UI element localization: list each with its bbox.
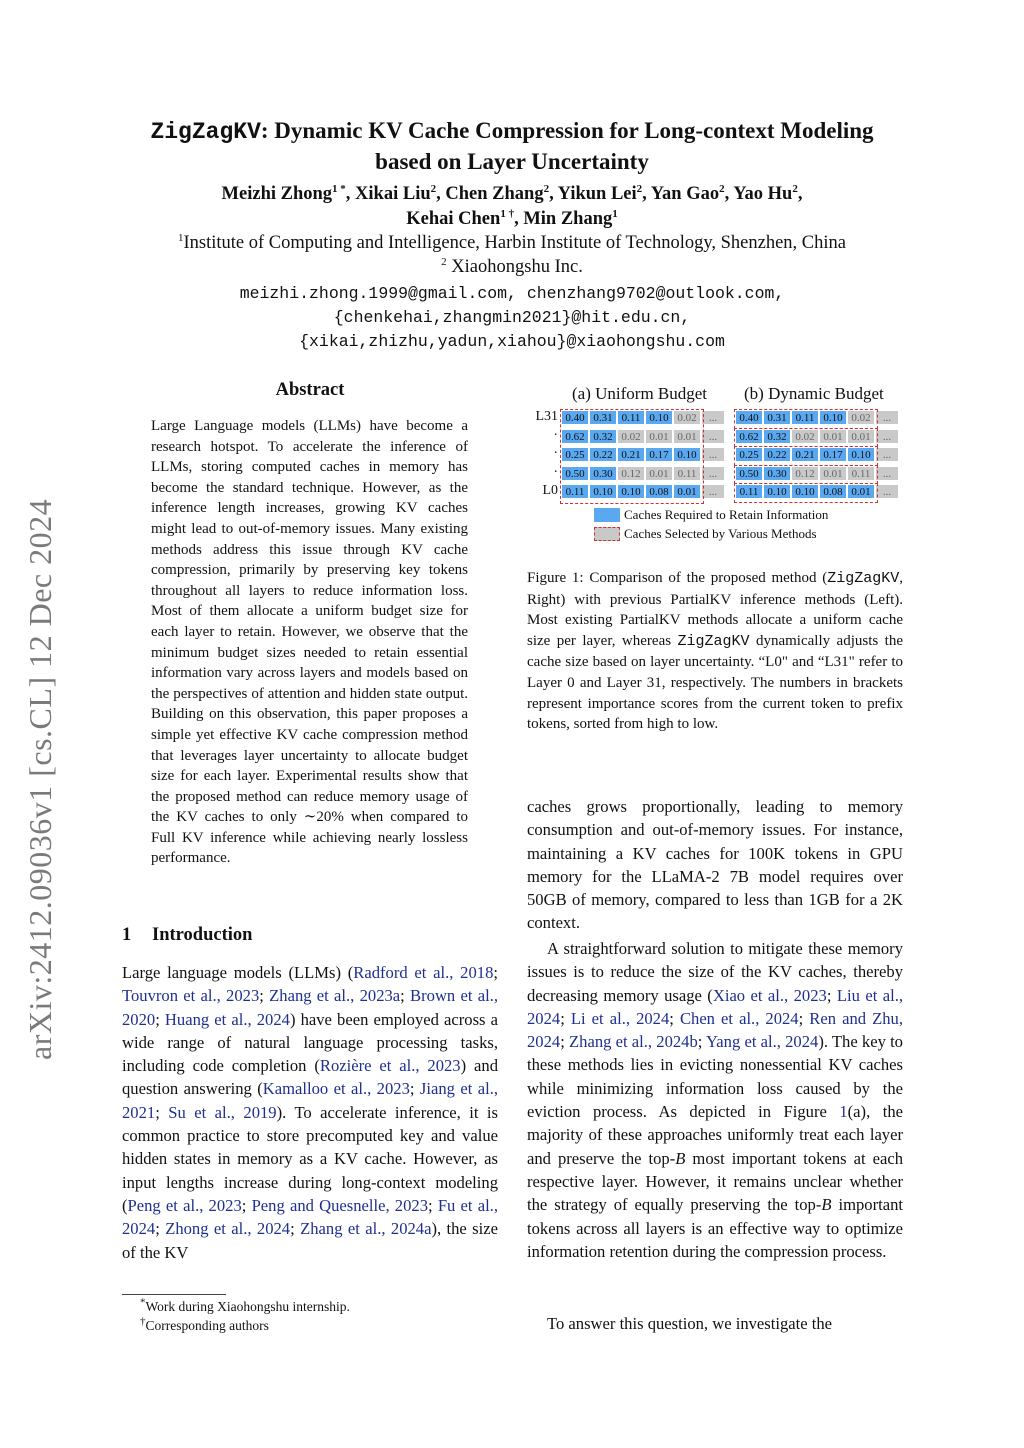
- dynamic-selection-box: [734, 483, 878, 503]
- author-name: Yikun Lei: [557, 184, 637, 204]
- section-number: 1: [122, 925, 132, 945]
- footnote-mark: †: [140, 1315, 146, 1328]
- citation-link[interactable]: Li et al., 2024: [570, 1008, 670, 1028]
- paper-title: [80, 116, 944, 176]
- cache-cell: 0.12: [791, 466, 819, 481]
- text-run: ;: [428, 1195, 438, 1215]
- citation-link[interactable]: Touvron et al., 2023: [122, 986, 260, 1006]
- author-line-1: Meizhi Zhong$^{1 *}$, Xikai Liu$^2$, Chen Zhang$^2$, Yikun Lei$^2$, Yan Gao$^2$, Yao Hu$^2$,: [221, 182, 803, 204]
- cache-cell: 0.01: [645, 429, 673, 444]
- figure-1: [530, 384, 906, 556]
- abstract-body: Large Language models (LLMs) have become a research hotspot. To accelerate the inference of LLMs, storing computed caches in memory has become the standard technique. However, as the inference length increases, growing KV caches might lead to out-of-memory issues. Many existing methods address this issue through KV cache compression, primarily by preserving key tokens throughout all layers to reduce information loss. Most of them allocate a uniform budget size for each layer to retain. However, we observe that the minimum budget sizes needed to retain essential information vary across layers and models based on the perspectives of attention and hidden state output. Building on this observation, this paper proposes a simple yet effective KV cache compression method that leverages layer uncertainty to allocate budget size for each layer. Experimental results show that the proposed method can reduce memory usage of the KV caches to only ∼20% when compared to Full KV inference while achieving nearly lossless performance.: [151, 418, 468, 867]
- text-run: ;: [259, 986, 270, 1006]
- section-title: Introduction: [152, 925, 253, 945]
- cache-cell: 0.01: [673, 429, 701, 444]
- text-run: ;: [409, 1079, 420, 1099]
- cache-cell: 0.08: [819, 484, 847, 499]
- citation-link[interactable]: Zhang et al., 2023a: [269, 986, 401, 1006]
- dynamic-selection-box: [734, 409, 878, 429]
- author-affil-mark: 2: [792, 182, 798, 195]
- cache-cell: 0.40: [561, 410, 589, 425]
- citation-link[interactable]: Xiao et al., 2023: [712, 985, 827, 1005]
- right-paragraph-1: caches grows proportionally, leading to memory consumption and out-of-memory issues. For instance, maintaining a KV caches for 100K tokens in GPU memory for the LLaMA-2 7B model requires over 50GB of memory, compared to less than 1GB for a 2K context.: [527, 797, 903, 933]
- citation-link[interactable]: Peng et al., 2023: [127, 1195, 242, 1215]
- text-run: ) and question answering (: [122, 1056, 498, 1099]
- cache-cell: 0.11: [791, 410, 819, 425]
- cache-cell: ...: [701, 429, 725, 444]
- right-paragraph-3: To answer this question, we investigate the: [547, 1314, 833, 1333]
- citation-link[interactable]: Yang et al., 2024: [705, 1032, 819, 1052]
- cache-cell: ...: [875, 447, 899, 462]
- text-run: dynamically adjusts the cache size based on layer uncertainty. “L0" and “L31" refer to Layer 0 and Layer 31, respectively. The numbers in brackets represent importance scores from the current token to prefix tokens, sorted from high to low.: [527, 632, 903, 733]
- text-run: ;: [155, 1009, 165, 1029]
- affiliation-line: [80, 231, 944, 255]
- cache-cell: 0.11: [673, 466, 701, 481]
- method-name: ZigZagKV: [827, 570, 900, 587]
- author-affil-mark: 2: [430, 182, 437, 195]
- text-run: ). To accelerate inference, it is common practice to store precomputed key and value hidden states in memory as a KV cache. However, as input lengths increase during long-context modeling (: [122, 1102, 499, 1215]
- citation-link[interactable]: Fu et al., 2024: [122, 1195, 498, 1239]
- author-name: Yao Hu: [733, 184, 793, 204]
- cache-cell: 0.01: [847, 429, 875, 444]
- author-affil-mark: 1 †: [500, 207, 515, 220]
- footnotes: [140, 1297, 350, 1335]
- footnote: [140, 1316, 350, 1335]
- figure-1-caption: [527, 568, 903, 735]
- affiliation-mark: 2: [441, 255, 447, 268]
- cache-cell: 0.21: [617, 447, 645, 462]
- cache-cell: 0.01: [673, 484, 701, 499]
- cache-cell: 0.11: [847, 466, 875, 481]
- cache-cell: 0.30: [763, 466, 791, 481]
- cache-cell: 0.10: [645, 410, 673, 425]
- affiliations: [80, 231, 944, 279]
- affiliation-mark: 1: [177, 231, 184, 244]
- cache-cell: ...: [701, 466, 725, 481]
- cache-cell: 0.21: [791, 447, 819, 462]
- footnote-rule: [122, 1294, 226, 1295]
- legend-label-blue: Caches Required to Retain Information: [624, 507, 829, 522]
- title-system-name: ZigZagKV: [150, 119, 261, 145]
- cache-cell: ...: [875, 466, 899, 481]
- text-run: ;: [798, 1008, 810, 1028]
- title-line2: based on Layer Uncertainty: [375, 149, 649, 174]
- text-run: ). The key to these methods lies in evicting nonessential KV caches while minimizing information loss caused by the eviction process. As depicted in Figure: [527, 1032, 903, 1122]
- text-run: ;: [493, 963, 498, 982]
- citation-link[interactable]: Peng and Quesnelle, 2023: [251, 1195, 428, 1215]
- text-run: A straightforward solution to mitigate these memory issues is to reduce the size of the KV caches, thereby decreasing memory usage (: [527, 939, 903, 1005]
- citation-link[interactable]: Su et al., 2019: [168, 1102, 277, 1122]
- text-run: ;: [560, 1032, 570, 1052]
- row-label: ·: [553, 464, 558, 480]
- cache-cell: 0.17: [819, 447, 847, 462]
- author-emails: [80, 282, 944, 354]
- cache-cell: 0.02: [847, 410, 875, 425]
- cache-cell: ...: [875, 410, 899, 425]
- row-label: L0: [542, 483, 558, 498]
- text-run: ;: [241, 1195, 252, 1215]
- cache-cell: 0.32: [589, 429, 617, 444]
- arxiv-stamp: arXiv:2412.09036v1 [cs.CL] 12 Dec 2024: [22, 498, 58, 1060]
- uniform-selection-box: [560, 409, 704, 504]
- cache-cell: 0.10: [617, 484, 645, 499]
- text-run: most important tokens at each respective layer. However, it remains unclear whether the strategy of equally preserving the top-: [527, 1148, 904, 1215]
- footnote-text: Corresponding authors: [145, 1318, 269, 1333]
- cache-cell: 0.31: [589, 410, 617, 425]
- citation-link[interactable]: Zhang et al., 2024b: [569, 1032, 698, 1052]
- author-affil-mark: 2: [636, 182, 643, 195]
- footnote-mark: *: [140, 1296, 146, 1309]
- legend-swatch-blue: [594, 508, 620, 522]
- author-name: Min Zhang: [523, 209, 613, 229]
- cache-cell: 0.22: [589, 447, 617, 462]
- cache-cell: 0.25: [561, 447, 589, 462]
- citation-link[interactable]: 1: [839, 1102, 848, 1122]
- citation-link[interactable]: Chen et al., 2024: [679, 1008, 799, 1028]
- text-run: ;: [290, 1219, 301, 1239]
- cache-cell: 0.11: [617, 410, 645, 425]
- footnote-text: Work during Xiaohongshu internship.: [145, 1299, 350, 1314]
- author-affil-mark: 2: [719, 182, 725, 195]
- row-label: ·: [553, 427, 558, 443]
- author-affil-mark: 1: [612, 207, 618, 220]
- author-line-2: Kehai Chen$^{1 \dagger}$, Min Zhang$^1$: [406, 207, 618, 229]
- legend-swatch-selected: [594, 527, 620, 541]
- cache-cell: 0.11: [735, 484, 763, 499]
- text-run: ), the size of the KV: [122, 1219, 498, 1262]
- author-name: Kehai Chen: [406, 209, 501, 229]
- cache-cell: 0.12: [617, 466, 645, 481]
- cache-cell: 0.10: [791, 484, 819, 499]
- footnote: [140, 1297, 350, 1316]
- citation-link[interactable]: Zhang et al., 2024a: [300, 1219, 432, 1239]
- citation-link[interactable]: Liu et al., 2024: [527, 985, 904, 1028]
- cache-cell: 0.25: [735, 447, 763, 462]
- abstract-heading: Abstract: [275, 380, 345, 400]
- citation-link[interactable]: Rozière et al., 2023: [319, 1056, 461, 1076]
- row-label: L31: [535, 409, 558, 424]
- citation-link[interactable]: Radford et al., 2018: [353, 963, 494, 982]
- cache-cell: 0.10: [819, 410, 847, 425]
- dynamic-selection-box: [734, 428, 878, 448]
- email-line: meizhi.zhong.1999@gmail.com, chenzhang9702@outlook.com,: [239, 284, 785, 303]
- author-name: Meizhi Zhong: [221, 184, 333, 204]
- author-name: Yan Gao: [650, 184, 720, 204]
- author-affil-mark: 2: [543, 182, 550, 195]
- text-run: Large language models (LLMs) (: [122, 963, 354, 982]
- cache-cell: 0.01: [645, 466, 673, 481]
- citation-link[interactable]: Ren and Zhu, 2024: [527, 1008, 903, 1052]
- citation-link[interactable]: Jiang et al., 2021: [122, 1079, 498, 1122]
- cache-cell: 0.17: [645, 447, 673, 462]
- email-line: {xikai,zhizhu,yadun,xiahou}@xiaohongshu.com: [299, 332, 725, 351]
- author-name: Chen Zhang: [445, 184, 544, 204]
- citation-link[interactable]: Kamalloo et al., 2023: [262, 1079, 410, 1099]
- panel-a-title: (a) Uniform Budget: [572, 384, 708, 403]
- text-run: ;: [697, 1032, 706, 1052]
- cache-cell: ...: [701, 410, 725, 425]
- text-run: ) have been employed across a wide range of natural language processing tasks, including code completion (: [122, 1009, 498, 1076]
- cache-cell: 0.11: [561, 484, 589, 499]
- text-run: , Right) with previous PartialKV inference methods (Left). Most existing PartialKV methods allocate a uniform cache size per layer, whereas: [527, 570, 903, 649]
- text-run: Figure 1: Comparison of the proposed method (: [527, 570, 828, 586]
- author-affil-mark: 1 *: [332, 182, 346, 195]
- citation-link[interactable]: Brown et al., 2020: [122, 986, 499, 1029]
- citation-link[interactable]: Huang et al., 2024: [164, 1009, 290, 1029]
- dynamic-selection-box: [734, 465, 878, 485]
- cache-cell: 0.01: [819, 429, 847, 444]
- text-run: ;: [155, 1102, 169, 1122]
- text-run: ;: [560, 1008, 571, 1028]
- cache-cell: 0.32: [763, 429, 791, 444]
- text-run: ;: [826, 985, 837, 1005]
- right-paragraph-2: [527, 937, 903, 1263]
- cache-cell: ...: [701, 484, 725, 499]
- author-name: Xikai Liu: [355, 184, 431, 204]
- cache-cell: 0.10: [589, 484, 617, 499]
- row-label: ·: [553, 446, 558, 461]
- cache-cell: 0.02: [791, 429, 819, 444]
- cache-cell: 0.02: [673, 410, 701, 425]
- cache-cell: 0.40: [735, 410, 763, 425]
- legend-label-selected: Caches Selected by Various Methods: [624, 526, 817, 541]
- cache-cell: 0.10: [763, 484, 791, 499]
- cache-cell: 0.01: [847, 484, 875, 499]
- cache-cell: 0.62: [561, 429, 589, 444]
- cache-cell: 0.50: [561, 466, 589, 481]
- intro-paragraph: [122, 961, 498, 1264]
- cache-cell: 0.31: [763, 410, 791, 425]
- math-symbol: B: [821, 1195, 832, 1215]
- affiliation-text: Institute of Computing and Intelligence, Harbin Institute of Technology, Shenzhen, China: [183, 233, 846, 253]
- text-run: (a), the majority of these approaches uniformly treat each layer and preserve the top-: [527, 1102, 903, 1168]
- dynamic-selection-box: [734, 446, 878, 466]
- math-symbol: B: [675, 1148, 686, 1168]
- cache-cell: 0.10: [847, 447, 875, 462]
- cache-cell: 0.08: [645, 484, 673, 499]
- citation-link[interactable]: Zhong et al., 2024: [165, 1219, 291, 1239]
- email-line: {chenkehai,zhangmin2021}@hit.edu.cn,: [333, 308, 691, 327]
- author-list: [80, 182, 944, 232]
- text-run: ;: [155, 1219, 166, 1239]
- text-run: ;: [669, 1008, 680, 1028]
- cache-cell: 0.62: [735, 429, 763, 444]
- cache-cell: 0.10: [673, 447, 701, 462]
- section-heading-introduction: [122, 925, 252, 946]
- cache-cell: ...: [875, 429, 899, 444]
- cache-cell: ...: [701, 447, 725, 462]
- text-run: important tokens across all layers is an effective way to optimize information retention during the compression process.: [527, 1195, 903, 1261]
- cache-cell: 0.01: [819, 466, 847, 481]
- cache-cell: 0.30: [589, 466, 617, 481]
- cache-cell: 0.50: [735, 466, 763, 481]
- panel-b-title: (b) Dynamic Budget: [744, 384, 884, 403]
- text-run: ;: [400, 986, 411, 1006]
- cache-cell: 0.22: [763, 447, 791, 462]
- method-name: ZigZagKV: [677, 632, 750, 650]
- cache-cell: 0.02: [617, 429, 645, 444]
- cache-cell: ...: [875, 484, 899, 499]
- title-line1-rest: : Dynamic KV Cache Compression for Long-context Modeling: [260, 118, 874, 143]
- affiliation-text: Xiaohongshu Inc.: [446, 257, 583, 277]
- affiliation-line: [80, 255, 944, 279]
